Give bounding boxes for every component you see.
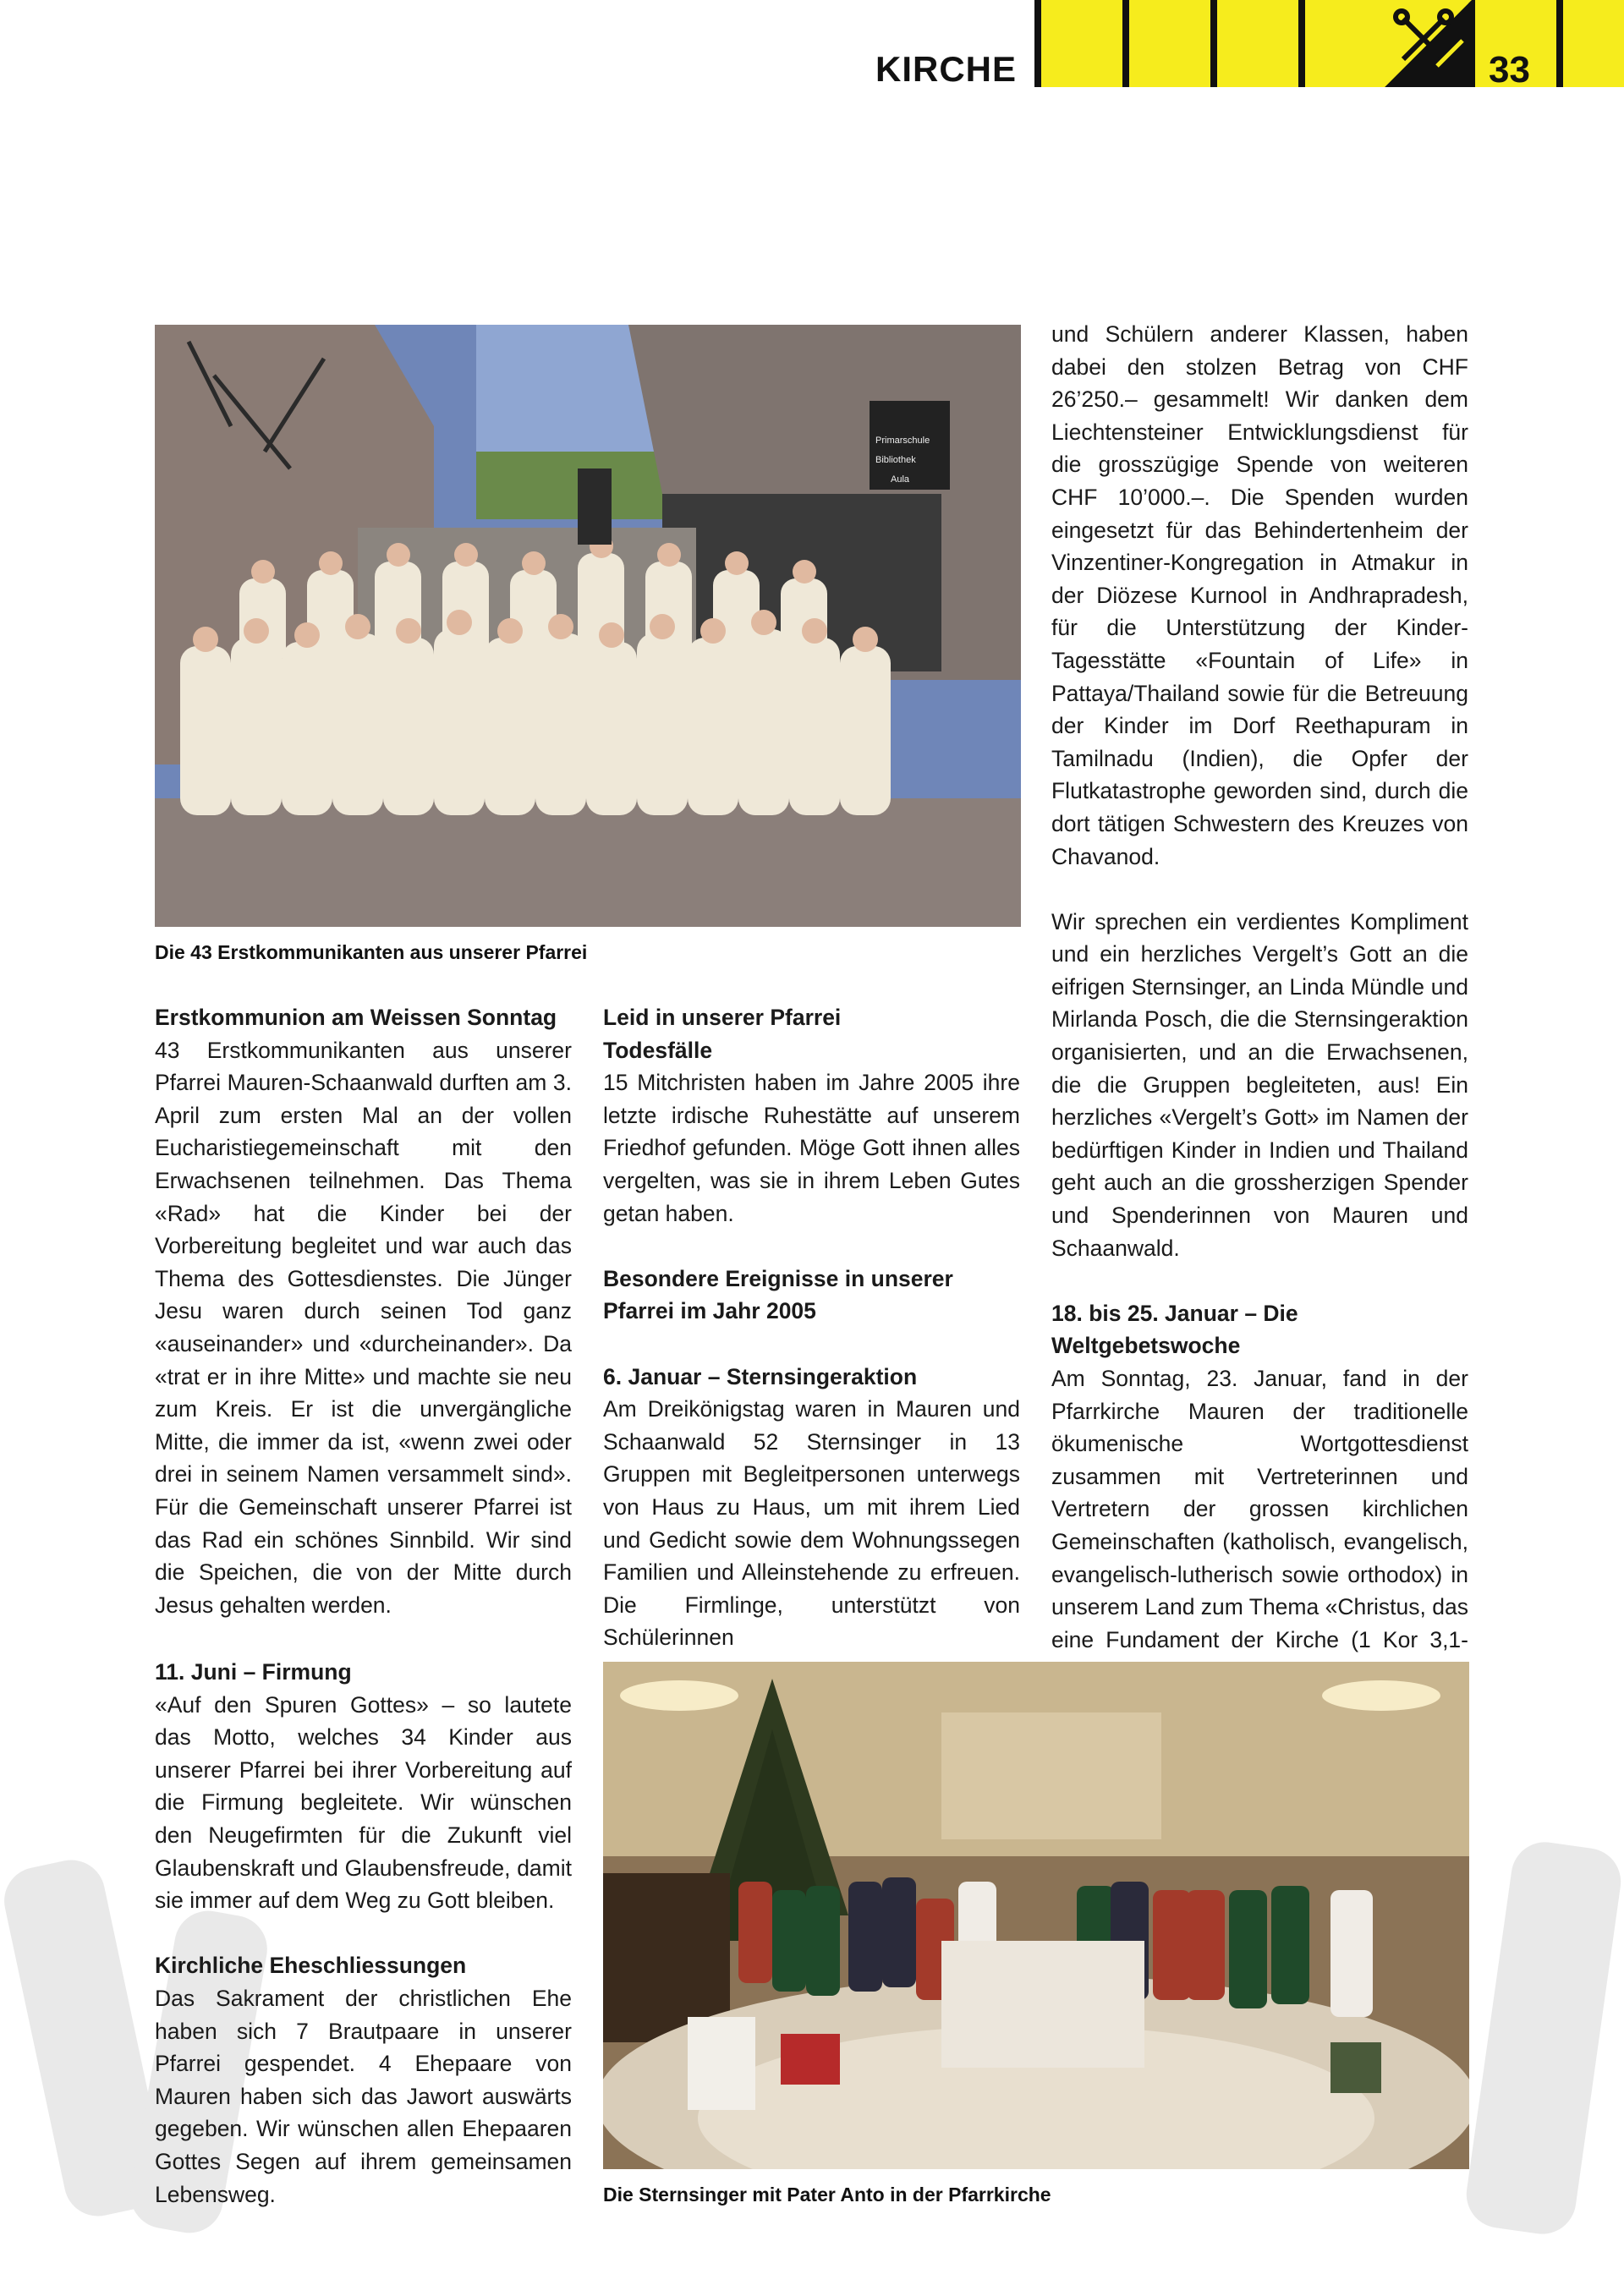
sign-text: Primarschule — [875, 436, 930, 446]
paragraph-kompliment: Wir sprechen ein verdientes Kompliment und ein herzliches Vergelt’s Gott an die eifrigen Sternsinger, an Linda Mündle und Mirlanda Posch, die die Sternsingeraktion organisierten, und an die Erwachsenen, die die Gruppen begleiteten, aus! Ein herzliches «Vergelt’s Gott» im Namen der bedürftigen Kinder in Indien und Thailand geht auch an die grossherzigen Spender und Spenderinnen von Mauren und Schaanwald. — [1051, 908, 1468, 1261]
heading-firmung: 11. Juni – Firmung — [155, 1659, 352, 1685]
column-3 — [1051, 318, 1468, 1689]
paragraph-todesfaelle: 15 Mitchristen haben im Jahre 2005 ihre letzte irdische Ruhestätte auf unserem Friedhof gefunden. Möge Gott ihnen alles vergelten, was sie in ihrem Leben Gutes getan haben. — [603, 1070, 1020, 1226]
heading-sternsingeraktion: 6. Januar – Sternsingeraktion — [603, 1363, 918, 1389]
heading-ereignisse: Besondere Ereignisse in unserer Pfarrei im Jahr 2005 — [603, 1265, 953, 1324]
heading-erstkommunion: Erstkommunion am Weissen Sonntag — [155, 1005, 557, 1030]
column-2 — [603, 1001, 1020, 1654]
caption-bottom-photo: Die Sternsinger mit Pater Anto in der Pfarrkirche — [603, 2184, 1051, 2206]
sign-text: Bibliothek — [875, 455, 916, 465]
paragraph-spenden: und Schülern anderer Klassen, haben dabei den stolzen Betrag von CHF 26’250.– gesammelt! Wir danken dem Liechtensteiner Entwicklungsdienst für die grosszügige Spende von weiteren CHF 10’000.–. Die Spenden wurden eingesetzt für das Behindertenheim der Vinzentiner-Kongregation in Atmakur in der Diözese Kurnool in Andhrapradesh, für die Unterstützung der Kinder-Tagesstätte «Fountain of Life» in Pattaya/Thailand sowie für die Betreuung der Kinder im Dorf Reethapuram in Tamilnadu (Indien), die Opfer der Flutkatastrophe geworden sind, durch die dort tätigen Schwestern des Kreuzes von Chavanod. — [1051, 321, 1468, 869]
heading-leid: Leid in unserer Pfarrei — [603, 1005, 842, 1030]
column-1-lower — [155, 1656, 572, 2211]
heading-eheschliessungen: Kirchliche Eheschliessungen — [155, 1953, 467, 1979]
header-color-bar — [1034, 0, 1624, 87]
column-1 — [155, 1001, 572, 1621]
paragraph-sternsingeraktion: Am Dreikönigstag waren in Mauren und Schaanwald 52 Sternsinger in 13 Gruppen mit Begleitpersonen unterwegs von Haus zu Haus, um mit ihrem Lied und Gedicht sowie dem Wohnungssegen Familien und Alleinstehende zu erfreuen. Die Firmlinge, unterstützt von Schülerinnen — [603, 1396, 1020, 1651]
heading-todesfaelle: Todesfälle — [603, 1037, 713, 1063]
paragraph-firmung: «Auf den Spuren Gottes» – so lautete das Motto, welches 34 Kinder aus unserer Pfarrei bei ihrer Vorbereitung auf die Firmung begleitete. Wir wünschen den Neugefirmten für die Zukunft viel Glaubenskraft und Glaubensfreude, damit sie immer auf dem Weg zu Gott bleiben. — [155, 1691, 572, 1914]
church-emblem-icon — [1385, 0, 1472, 87]
heading-weltgebetswoche: 18. bis 25. Januar – Die Weltgebetswoche — [1051, 1300, 1298, 1359]
paragraph-eheschliessungen: Das Sakrament der christlichen Ehe haben sich 7 Brautpaare in unserer Pfarrei gespendet. 4 Ehepaare von Mauren haben sich das Jawort auswärts gegeben. Wir wünschen allen Ehepaaren Gottes Segen auf ihrem gemeinsamen Lebensweg. — [155, 1985, 572, 2207]
sign-text: Aula — [891, 474, 910, 485]
background-watermark — [1462, 1838, 1624, 2238]
section-title: KIRCHE — [875, 49, 1018, 89]
paragraph-weltgebetswoche: Am Sonntag, 23. Januar, fand in der Pfarrkirche Mauren der traditionelle ökumenische Wortgottesdienst zusammen mit Vertreterinnen und Vertretern der grossen kirchlichen Gemeinschaften (katholisch, evangelisch, evangelisch-lutherisch sowie orthodox) in unserem Land zum Thema «Christus, das eine Fundament der Kirche (1 Kor 3,1- — [1051, 1366, 1468, 1652]
paragraph-erstkommunion: 43 Erstkommunikanten aus unserer Pfarrei Mauren-Schaanwald durften am 3. April zum ersten Mal an der vollen Eucharistiegemeinschaft mit den Erwachsenen teilnehmen. Das Thema «Rad» hat die Kinder bei der Vorbereitung begleitet und war auch das Thema des Gottesdienstes. Die Jünger Jesu waren durch seinen Tod ganz «auseinander» und «durcheinander». Da «trat er in ihre Mitte» und machte sie neu zum Kreis. Er ist die unvergängliche Mitte, die immer da ist, «wenn zwei oder drei in seinem Namen versammelt sind». Für die Gemeinschaft unserer Pfarrei ist das Rad ein schönes Sinnbild. Wir sind die Speichen, die von der Mitte durch Jesus gehalten werden. — [155, 1037, 572, 1618]
page-number: 33 — [1489, 49, 1530, 90]
photo-first-communion — [155, 325, 1021, 927]
caption-top-photo: Die 43 Erstkommunikanten aus unserer Pfarrei — [155, 941, 588, 963]
photo-sternsinger — [603, 1662, 1469, 2169]
